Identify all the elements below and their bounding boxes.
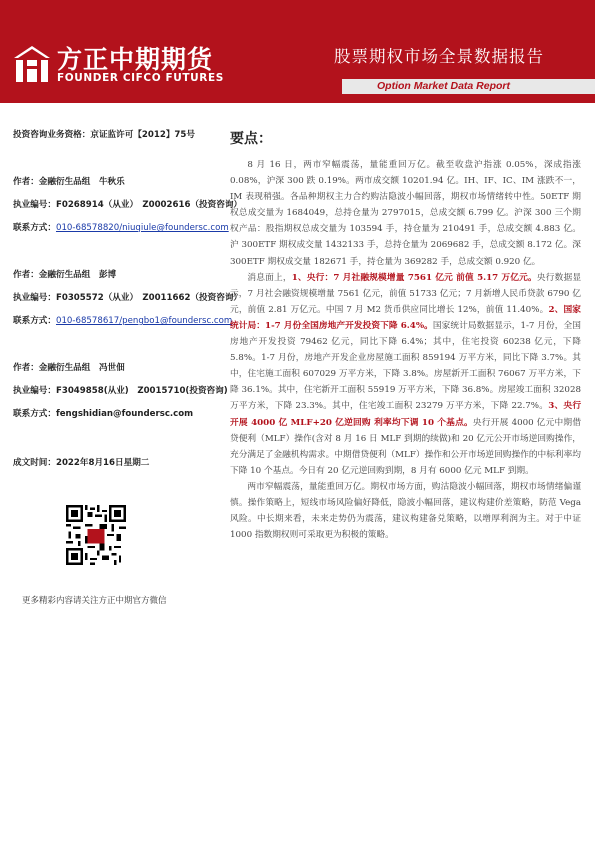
report-subtitle: Option Market Data Report xyxy=(377,80,511,92)
author-2-org: 作者：金融衍生品组 彭博 xyxy=(13,270,117,280)
contact-label: 联系方式： xyxy=(13,316,56,326)
contact-label: 联系方式： xyxy=(13,409,56,419)
wechat-qr-code xyxy=(66,505,126,565)
paragraph-market-summary: 8 月 16 日，两市窄幅震荡，量能重回万亿。截至收盘沪指涨 0.05%，深成指涨 0.08%，沪深 300 跌 0.19%。两市成交额 10201.94 亿。IH、IF、IC、IM 涨跌不一，IM 表现稍强。各品种期权主力合约购沽隐波小幅回落，期权市场情绪转中性。50ETF 期权总成交量为 1684049，总持仓量为 2797015，总成交额 6.799 亿。沪深 300 三个期权产品：股指期权总成交量为 103594 手，持仓量为 210491 手，总成交额 4.883 亿。沪 300ETF 期权成交量 1432133 手，总持仓量为 2069682 手，总成交额 8.172 亿。深 300ETF 期权成交量 182671 手，持仓量为 369282 手，总成交额 0.920 亿。 xyxy=(230,160,581,267)
news-body-3: 央行开展 4000 亿元中期借贷便利（MLF）操作(含对 8 月 16 日 MLF 到期的续做)和 20 亿元公开市场逆回购操作，充分满足了金融机构需求。中期借贷便利（MLF）操作和公开市场逆回购操作的中标利率均下降 10 个基点。今日有 20 亿元逆回购到期，8 月有 6000 亿元 MLF 到期。 xyxy=(230,417,582,476)
author-3-org: 作者：金融衍生品组 冯世佃 xyxy=(13,363,125,373)
author-3-email: fengshidian@foundersc.com xyxy=(55,409,194,419)
author-1-contact xyxy=(13,221,229,233)
qr-caption: 更多精彩内容请关注方正中期官方微信 xyxy=(22,596,167,606)
key-points-body xyxy=(230,157,581,543)
company-name-en: FOUNDER CIFCO FUTURES xyxy=(57,72,224,84)
contact-label: 联系方式： xyxy=(13,223,56,233)
author-3-ids: 执业编号：F3049858(从业) Z0015710(投资咨询) xyxy=(13,386,228,396)
news-headline-3: 3、央行开展 4000 亿 MLF+20 亿逆回购 利率均下调 10 个基点。 xyxy=(230,401,582,428)
news-body-2: 国家统计局数据显示，1-7 月份，全国房地产开发投资 79462 亿元，同比下降 6.4%；其中，住宅投资 60238 亿元，下降 5.8%。1-7 月份，房地产开发企业房屋施工面积 859194 万平方米，同比下降 3.7%。其中，住宅施工面积 607029 万平方米，下降 3.8%。房屋新开工面积 76067 万平方米，下降 36.1%。其中，住宅新开工面积 55919 万平方米，下降 36.8%。房屋竣工面积 32028 万平方米，下降 23.3%。其中，住宅竣工面积 23279 万平方米，下降 22.7%。 xyxy=(230,320,581,412)
founder-logo-icon xyxy=(12,44,52,84)
report-date: 成文时间：2022年8月16日星期二 xyxy=(13,458,150,468)
report-title: 股票期权市场全景数据报告 xyxy=(334,47,544,66)
news-intro: 消息面上， xyxy=(247,272,292,283)
author-1-contact-link[interactable]: 010-68578820/niuqiule@foundersc.com xyxy=(55,223,229,233)
company-name-cn: 方正中期期货 xyxy=(57,45,214,74)
paragraph-news xyxy=(230,270,581,479)
author-2-contact-link[interactable]: 010-68578617/pengbo1@foundersc.com xyxy=(55,316,233,326)
paragraph-strategy: 两市窄幅震荡，量能重回万亿。期权市场方面，购沽隐波小幅回落，期权市场情绪偏谨慎。操作策略上，短线市场风险偏好降低，隐波小幅回落，建议构建价差策略，防范 Vega 风险。中长期来看，未来走势仍为震荡，建议构建备兑策略，以增厚利润为主。对于中证 1000 指数期权则可采取更为积极的策略。 xyxy=(230,481,581,541)
news-headline-2: 2、国家统计局：1-7 月份全国房地产开发投资下降 6.4%。 xyxy=(230,304,581,331)
author-1-org: 作者：金融衍生品组 牛秋乐 xyxy=(13,177,125,187)
author-2-contact xyxy=(13,314,232,326)
author-3-contact xyxy=(13,407,193,419)
header-banner xyxy=(0,0,595,103)
author-1-ids: 执业编号：F0268914（从业） Z0002616（投资咨询） xyxy=(13,200,243,210)
license-text: 投资咨询业务资格：京证监许可【2012】75号 xyxy=(13,130,195,140)
news-body-1: 央行数据显示，7 月社会融资规模增量 7561 亿元，前值 51733 亿元；7 月新增人民币贷款 6790 亿元，前值 2.81 万亿元。中国 7 月 M2 货币供应同比增长 12%，前值 11.40%。 xyxy=(230,272,582,315)
author-2-ids: 执业编号：F0305572（从业） Z0011662（投资咨询） xyxy=(13,293,243,303)
news-headline-1: 1、央行：7 月社融规模增量 7561 亿元 前值 5.17 万亿元。 xyxy=(291,272,537,283)
key-points-title: 要点： xyxy=(230,131,272,147)
